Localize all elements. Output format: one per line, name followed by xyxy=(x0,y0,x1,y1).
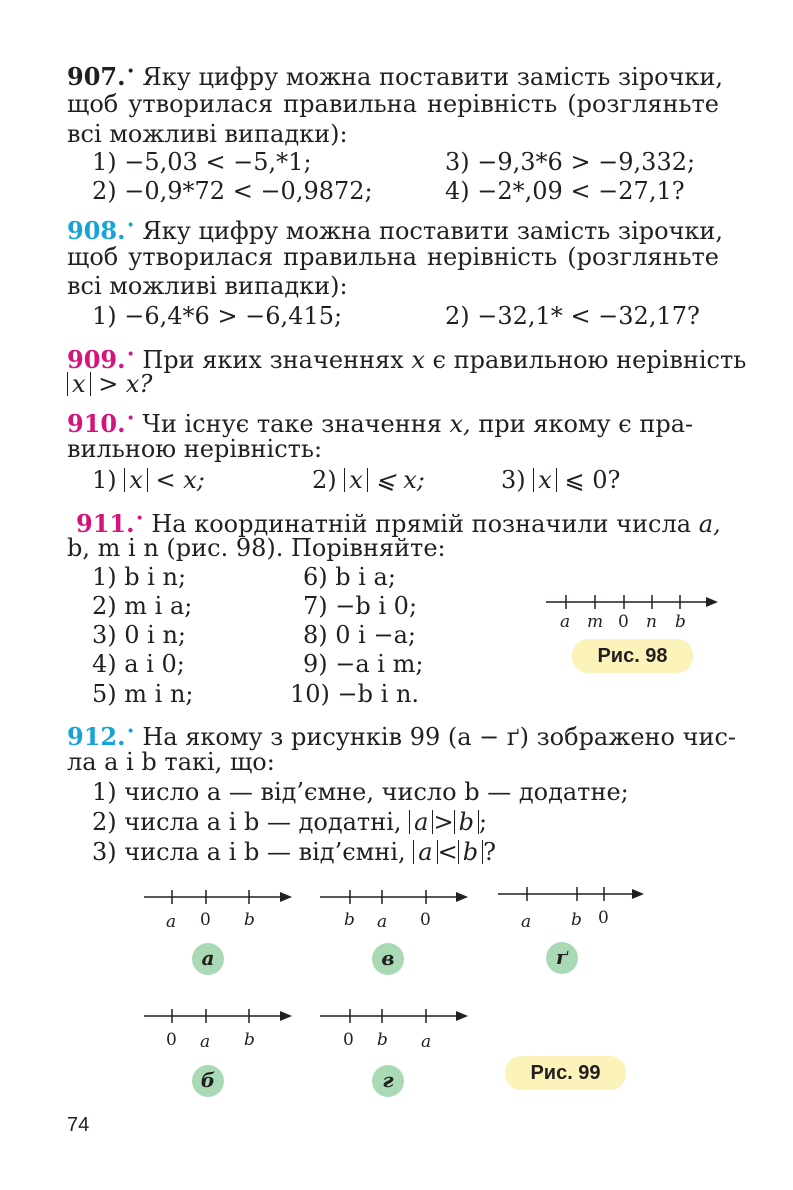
exercise-908-line-1 xyxy=(67,212,723,245)
fig98-label-0: 0 xyxy=(618,612,629,632)
exercise-910-text-a: Чи існує таке значення xyxy=(142,410,442,438)
fig99a-label-a: a xyxy=(166,912,177,932)
panel-badge-b: б xyxy=(192,1065,224,1097)
absolute-value xyxy=(413,840,437,864)
exercise-908-line-3: всі можливі випадки): xyxy=(67,272,348,300)
exercise-908-text: Яку цифру можна поставити замість зірочки, xyxy=(142,217,724,245)
exercise-907-item-4: 4) −2*,09 < −27,1? xyxy=(445,177,685,205)
exercise-911-item-2: 2) m і a; xyxy=(92,592,193,620)
exercise-912-line-1 xyxy=(67,718,736,751)
variable-a: a xyxy=(418,838,433,866)
exercise-911-item-6: 6) b і a; xyxy=(303,563,396,591)
exercise-912-text: На якому з рисунків 99 (а − ґ) зображено чис- xyxy=(142,723,737,751)
exercise-911-item-9: 9) −a і m; xyxy=(303,650,424,678)
item-number: 1) xyxy=(92,466,117,494)
exercise-908-item-1: 1) −6,4*6 > −6,415; xyxy=(92,302,343,330)
figure-99-caption: Рис. 99 xyxy=(505,1056,626,1090)
exercise-911-item-1: 1) b і n; xyxy=(92,563,187,591)
exercise-908-line-2: щоб утворилася правильна нерівність (розгляньте xyxy=(67,243,719,271)
fig99b-label-b: b xyxy=(244,1030,255,1050)
exercise-909-text-a: При яких значеннях xyxy=(142,346,404,374)
exercise-910-line-1 xyxy=(67,405,693,438)
page-number: 74 xyxy=(67,1114,90,1136)
fig99g-label-a: a xyxy=(421,1032,432,1052)
difficulty-dot-icon: • xyxy=(126,64,135,80)
fig99v-label-b: b xyxy=(344,910,355,930)
difficulty-dot-icon: • xyxy=(126,218,135,234)
absolute-value xyxy=(458,840,483,864)
exercise-number-911: 911. xyxy=(76,509,135,538)
exercise-number-907: 907. xyxy=(67,62,126,91)
exercise-910-item-1 xyxy=(92,466,205,494)
item-rest: ⩽ 0? xyxy=(564,466,621,494)
exercise-911-item-10: 10) −b і n. xyxy=(290,680,420,708)
difficulty-dot-icon: • xyxy=(126,347,135,363)
difficulty-dot-icon: • xyxy=(126,724,135,740)
absolute-value xyxy=(454,810,479,834)
exercise-912-item-3 xyxy=(92,838,496,866)
fig99gg-label-b: b xyxy=(571,910,582,930)
fig99a-label-0: 0 xyxy=(200,910,211,930)
variable-x: x xyxy=(129,466,143,494)
item-text: 2) числа a і b — додатні, xyxy=(92,808,402,836)
exercise-911-item-5: 5) m і n; xyxy=(92,680,194,708)
variable-x: x xyxy=(349,466,363,494)
panel-badge-g: г xyxy=(372,1065,404,1097)
exercise-912-line-2: ла a і b такі, що: xyxy=(67,748,275,776)
panel-badge-gg: ґ xyxy=(546,942,578,974)
figure-98-caption: Рис. 98 xyxy=(572,639,693,673)
panel-badge-a: а xyxy=(192,943,224,975)
exercise-909-line-1 xyxy=(67,341,746,374)
punctuation: ; xyxy=(478,808,488,836)
exercise-910-text-b: при якому є пра- xyxy=(478,410,694,438)
exercise-910-item-2 xyxy=(312,466,425,494)
exercise-909-text-b: є правильною нерівність xyxy=(432,346,747,374)
fig98-label-b: b xyxy=(675,612,686,632)
exercise-907-item-2: 2) −0,9*72 < −0,9872; xyxy=(92,177,373,205)
comparison-sign: < xyxy=(437,838,458,866)
exercise-909-rest: > x? xyxy=(98,370,153,398)
exercise-907-line-1 xyxy=(67,58,723,91)
variable-a: a, xyxy=(698,510,721,538)
item-rest: < x; xyxy=(155,466,205,494)
fig98-label-m: m xyxy=(587,612,604,632)
fig99v-label-a: a xyxy=(377,912,388,932)
exercise-907-line-2: щоб утворилася правильна нерівність (розгляньте xyxy=(67,90,719,118)
exercise-number-912: 912. xyxy=(67,722,126,751)
exercise-910-item-3 xyxy=(501,466,620,494)
variable-a: a xyxy=(414,808,429,836)
absolute-value xyxy=(124,468,148,492)
fig98-label-a: a xyxy=(560,612,571,632)
variable-x: x xyxy=(72,370,86,398)
variable-x: x, xyxy=(449,410,471,438)
exercise-911-item-4: 4) a і 0; xyxy=(92,650,185,678)
punctuation: ? xyxy=(483,838,496,866)
absolute-value xyxy=(344,468,368,492)
fig99v-label-0: 0 xyxy=(420,910,431,930)
variable-x: x xyxy=(538,466,552,494)
item-rest: ⩽ x; xyxy=(375,466,425,494)
exercise-911-item-8: 8) 0 і −a; xyxy=(303,621,416,649)
absolute-value xyxy=(409,810,433,834)
variable-b: b xyxy=(458,808,474,836)
fig99g-label-0: 0 xyxy=(343,1030,354,1050)
fig98-label-n: n xyxy=(646,612,657,632)
fig99b-label-a: a xyxy=(200,1032,211,1052)
variable-b: b xyxy=(462,838,479,866)
variable-x: x xyxy=(411,346,425,374)
exercise-911-item-3: 3) 0 і n; xyxy=(92,621,187,649)
exercise-912-item-2 xyxy=(92,808,487,836)
item-text: 3) числа a і b — від’ємні, xyxy=(92,838,406,866)
exercise-912-item-1: 1) число a — від’ємне, число b — додатне; xyxy=(92,778,629,806)
fig99gg-label-a: a xyxy=(521,912,532,932)
fig99a-label-b: b xyxy=(244,910,255,930)
exercise-907-text: Яку цифру можна поставити замість зірочки, xyxy=(142,63,724,91)
difficulty-dot-icon: • xyxy=(135,511,144,527)
exercise-number-909: 909. xyxy=(67,345,126,374)
exercise-909-line-2 xyxy=(67,370,152,398)
exercise-907-item-1: 1) −5,03 < −5,*1; xyxy=(92,148,312,176)
exercise-907-item-3: 3) −9,3*6 > −9,332; xyxy=(445,148,696,176)
fig99g-label-b: b xyxy=(377,1030,388,1050)
exercise-910-line-2: вильною нерівність: xyxy=(67,435,323,463)
panel-badge-v: в xyxy=(372,943,404,975)
comparison-sign: > xyxy=(433,808,454,836)
exercise-number-910: 910. xyxy=(67,409,126,438)
exercise-911-item-7: 7) −b і 0; xyxy=(303,592,418,620)
absolute-value xyxy=(533,468,557,492)
exercise-911-text-a: На координатній прямій позначили числа xyxy=(151,510,692,538)
fig99b-label-0: 0 xyxy=(166,1030,177,1050)
exercise-907-line-3: всі можливі випадки): xyxy=(67,120,348,148)
item-number: 3) xyxy=(501,466,526,494)
exercise-911-line-2: b, m і n (рис. 98). Порівняйте: xyxy=(67,534,446,562)
exercise-908-item-2: 2) −32,1* < −32,17? xyxy=(445,302,700,330)
fig99gg-label-0: 0 xyxy=(598,908,609,928)
absolute-value xyxy=(67,372,91,396)
difficulty-dot-icon: • xyxy=(126,411,135,427)
item-number: 2) xyxy=(312,466,337,494)
exercise-number-908: 908. xyxy=(67,216,126,245)
